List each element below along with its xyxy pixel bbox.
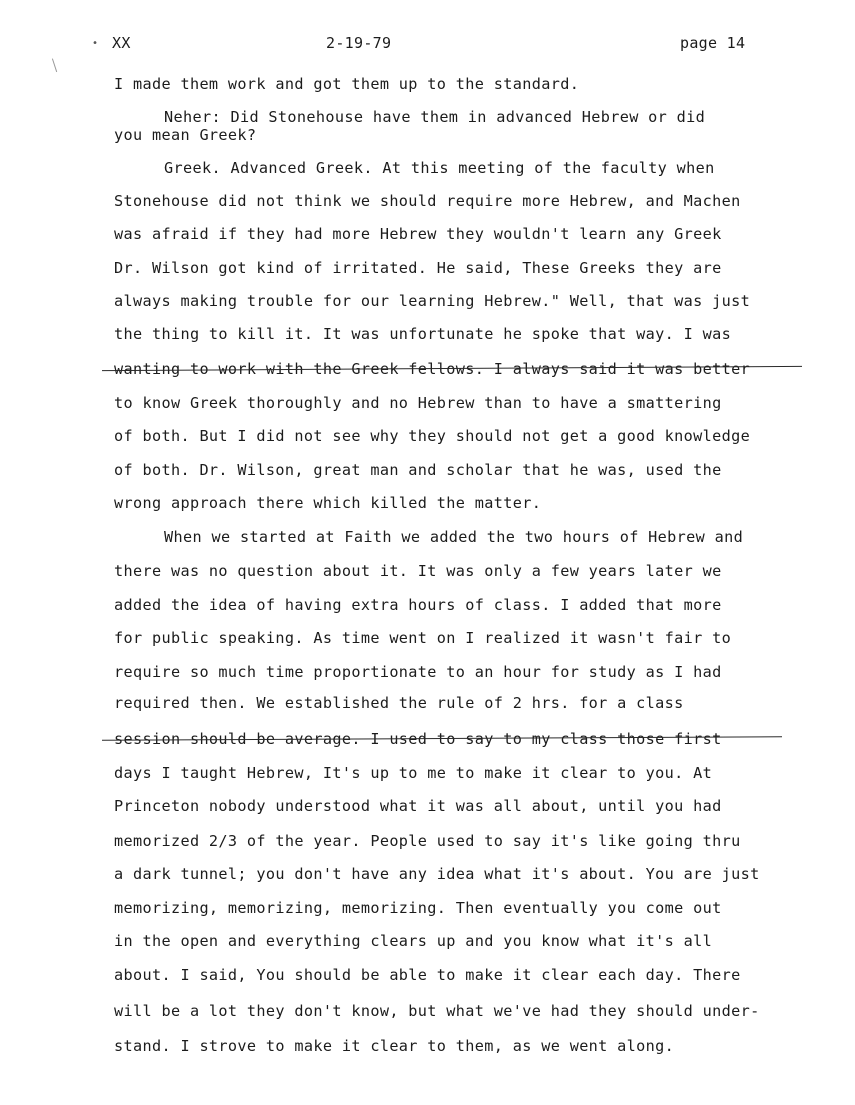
text-line: will be a lot they don't know, but what we've had they should under- xyxy=(114,1002,760,1020)
text-line: there was no question about it. It was only a few years later we xyxy=(114,562,722,580)
text-line: the thing to kill it. It was unfortunate he spoke that way. I was xyxy=(114,325,732,343)
text-line: When we started at Faith we added the two hours of Hebrew and xyxy=(164,528,744,546)
header-page-number: page 14 xyxy=(680,34,746,52)
text-line: was afraid if they had more Hebrew they wouldn't learn any Greek xyxy=(114,225,722,243)
text-line: wanting to work with the Greek fellows. I always said it was better xyxy=(114,360,751,378)
text-line: Neher: Did Stonehouse have them in advanced Hebrew or did xyxy=(164,108,706,126)
text-line: memorized 2/3 of the year. People used to say it's like going thru xyxy=(114,832,741,850)
text-line: stand. I strove to make it clear to them, as we went along. xyxy=(114,1037,675,1055)
text-line: added the idea of having extra hours of class. I added that more xyxy=(114,596,722,614)
text-line: to know Greek thoroughly and no Hebrew than to have a smattering xyxy=(114,394,722,412)
text-line: a dark tunnel; you don't have any idea what it's about. You are just xyxy=(114,865,760,883)
text-line: require so much time proportionate to an hour for study as I had xyxy=(114,663,722,681)
text-line: session should be average. I used to say to my class those first xyxy=(114,730,722,748)
text-line: about. I said, You should be able to make it clear each day. There xyxy=(114,966,741,984)
text-line: always making trouble for our learning Hebrew." Well, that was just xyxy=(114,292,751,310)
text-line: Princeton nobody understood what it was all about, until you had xyxy=(114,797,722,815)
text-line: in the open and everything clears up and you know what it's all xyxy=(114,932,713,950)
text-line: required then. We established the rule of 2 hrs. for a class xyxy=(114,694,684,712)
margin-pencil-mark xyxy=(52,58,59,72)
text-line: Dr. Wilson got kind of irritated. He said, These Greeks they are xyxy=(114,259,722,277)
text-line: for public speaking. As time went on I realized it wasn't fair to xyxy=(114,629,732,647)
text-line: days I taught Hebrew, It's up to me to make it clear to you. At xyxy=(114,764,713,782)
text-line: Greek. Advanced Greek. At this meeting of the faculty when xyxy=(164,159,715,177)
text-line: I made them work and got them up to the standard. xyxy=(114,75,580,93)
text-line: of both. But I did not see why they should not get a good knowledge xyxy=(114,427,751,445)
text-line: of both. Dr. Wilson, great man and scholar that he was, used the xyxy=(114,461,722,479)
text-line: you mean Greek? xyxy=(114,126,257,144)
text-line: Stonehouse did not think we should require more Hebrew, and Machen xyxy=(114,192,741,210)
header-left-label: XX xyxy=(112,34,131,52)
text-line: memorizing, memorizing, memorizing. Then eventually you come out xyxy=(114,899,722,917)
header-date: 2-19-79 xyxy=(326,34,392,52)
header-bullet: • xyxy=(92,38,99,49)
text-line: wrong approach there which killed the matter. xyxy=(114,494,542,512)
